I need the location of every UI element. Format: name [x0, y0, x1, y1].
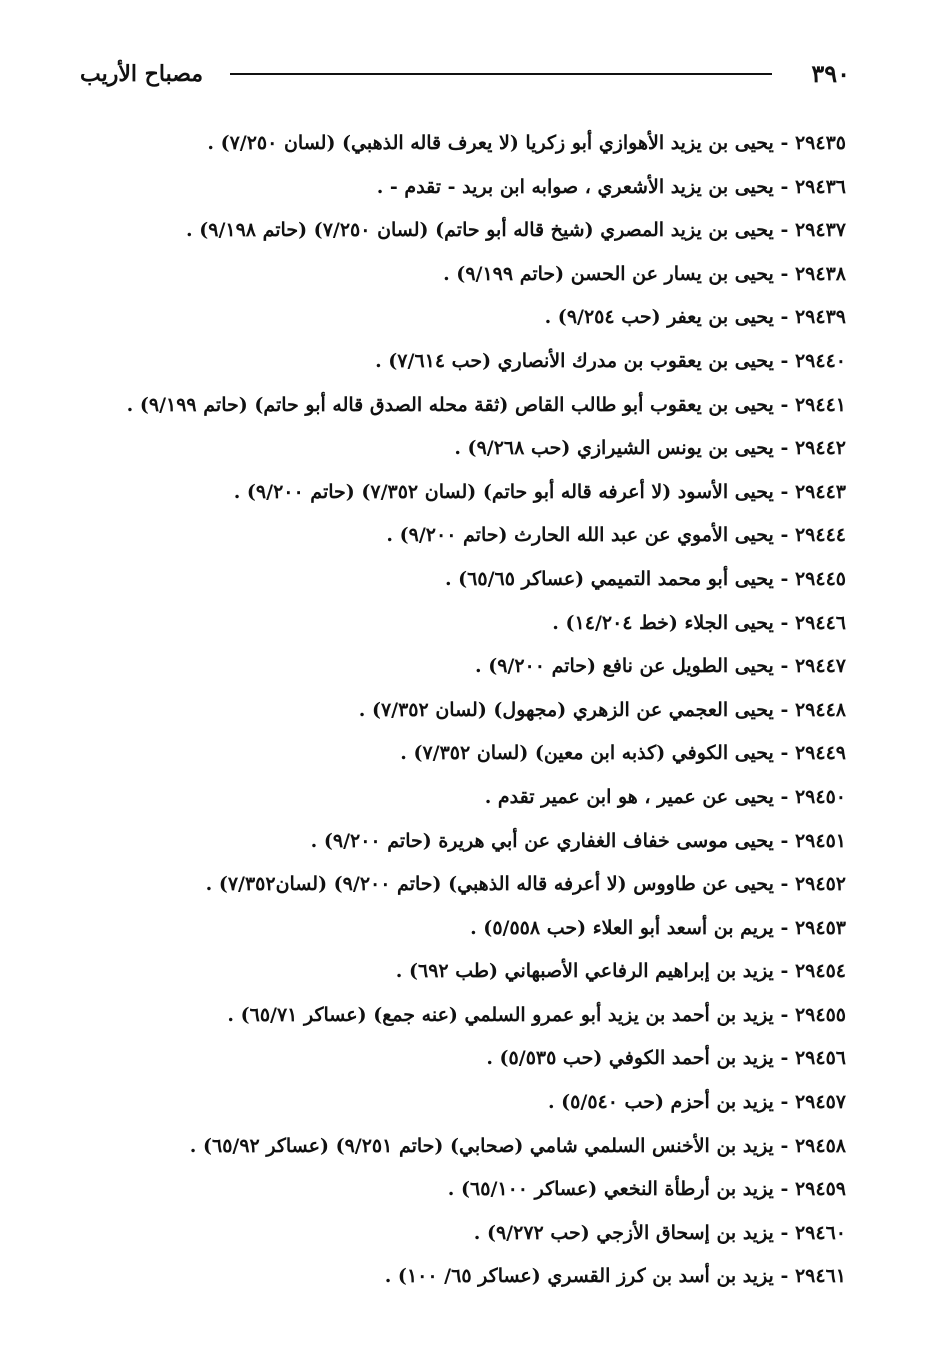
- entry-line: ٢٩٤٤٦ - يحيى الجلاء (خط ١٤/٢٠٤) .: [552, 611, 846, 634]
- entry-line: ٢٩٤٥٢ - يحيى عن طاووس (لا أعرفه قاله الذهبي) (حاتم ٩/٢٠٠) (لسان٧/٣٥٢) .: [205, 873, 846, 896]
- entry-line: ٢٩٤٥٨ - يزيد بن الأخنس السلمي شامي (صحابي) (حاتم ٩/٢٥١) (عساكر ٦٥/٩٢) .: [189, 1134, 846, 1157]
- book-title: مصباح الأريب: [80, 61, 204, 87]
- entry-line: ٢٩٤٥١ - يحيى موسى خفاف الغفاري عن أبي هريرة (حاتم ٩/٢٠٠) .: [310, 829, 846, 852]
- entry-line: ٢٩٤٤٩ - يحيى الكوفي (كذبه ابن معين) (لسان ٧/٣٥٢) .: [400, 742, 846, 765]
- entry-line: ٢٩٤٥٧ - يزيد بن أحزم (حب ٥/٥٤٠) .: [547, 1091, 846, 1114]
- entry-line: ٢٩٤٤٣ - يحيى الأسود (لا أعرفه قاله أبو حاتم) (لسان ٧/٣٥٢) (حاتم ٩/٢٠٠) .: [233, 480, 846, 503]
- entry-line: ٢٩٤٥٤ - يزيد بن إبراهيم الرفاعي الأصبهاني (طب ٦٩٢) .: [395, 960, 846, 983]
- header-rule: [230, 73, 772, 75]
- entry-line: ٢٩٤٣٩ - يحيى بن يعفر (حب ٩/٢٥٤) .: [544, 306, 846, 329]
- entry-line: ٢٩٤٥٠ - يحيى عن عمير ، هو ابن عمير تقدم .: [484, 785, 846, 808]
- page-header: [80, 56, 850, 96]
- entry-line: ٢٩٤٤٧ - يحيى الطويل عن نافع (حاتم ٩/٢٠٠) .: [474, 655, 846, 678]
- entry-line: ٢٩٤٤٨ - يحيى العجمي عن الزهري (مجهول) (لسان ٧/٣٥٢) .: [358, 698, 846, 721]
- page-number: ٣٩٠: [811, 59, 850, 88]
- entry-line: ٢٩٤٥٦ - يزيد بن أحمد الكوفي (حب ٥/٥٣٥) .: [486, 1047, 846, 1070]
- entry-line: ٢٩٤٤١ - يحيى بن يعقوب أبو طالب القاص (ثقة محله الصدق قاله أبو حاتم) (حاتم ٩/١٩٩) .: [126, 393, 846, 416]
- entry-line: ٢٩٤٥٩ - يزيد بن أرطأة النخعي (عساكر ٦٥/١٠٠) .: [447, 1178, 846, 1201]
- entry-line: ٢٩٤٤٢ - يحيى بن يونس الشيرازي (حب ٩/٢٦٨) .: [454, 437, 846, 460]
- entry-line: ٢٩٤٦٠ - يزيد بن إسحاق الأزجي (حب ٩/٢٧٢) .: [473, 1221, 846, 1244]
- entry-line: ٢٩٤٤٤ - يحيى الأموي عن عبد الله الحارث (حاتم ٩/٢٠٠) .: [386, 524, 846, 547]
- entry-line: ٢٩٤٣٦ - يحيى بن يزيد الأشعري ، صوابه ابن بريد - تقدم - .: [376, 175, 846, 198]
- entry-line: ٢٩٤٥٣ - يريم بن أسعد أبو العلاء (حب ٥/٥٥٨) .: [470, 916, 846, 939]
- entry-line: ٢٩٤٤٥ - يحيى أبو محمد التميمي (عساكر ٦٥/٦٥) .: [444, 567, 846, 590]
- entry-line: ٢٩٤٥٥ - يزيد بن أحمد بن يزيد أبو عمرو السلمي (عنه جمع) (عساكر ٦٥/٧١) .: [227, 1003, 846, 1026]
- entry-line: ٢٩٤٣٥ - يحيى بن يزيد الأهوازي أبو زكريا (لا يعرف قاله الذهبي) (لسان ٧/٢٥٠) .: [207, 132, 846, 154]
- entry-line: ٢٩٤٣٨ - يحيى بن يسار عن الحسن (حاتم ٩/١٩٩) .: [443, 262, 846, 285]
- entry-line: ٢٩٤٤٠ - يحيى بن يعقوب بن مدرك الأنصاري (حب ٧/٦١٤) .: [375, 349, 846, 372]
- entry-list: [76, 122, 846, 1299]
- entry-line: ٢٩٤٣٧ - يحيى بن يزيد المصري (شيخ قاله أبو حاتم) (لسان ٧/٢٥٠) (حاتم ٩/١٩٨) .: [186, 219, 846, 242]
- entry-line: ٢٩٤٦١ - يزيد بن أسد بن كرز القسري (عساكر ٦٥/ ١٠٠) .: [384, 1265, 846, 1288]
